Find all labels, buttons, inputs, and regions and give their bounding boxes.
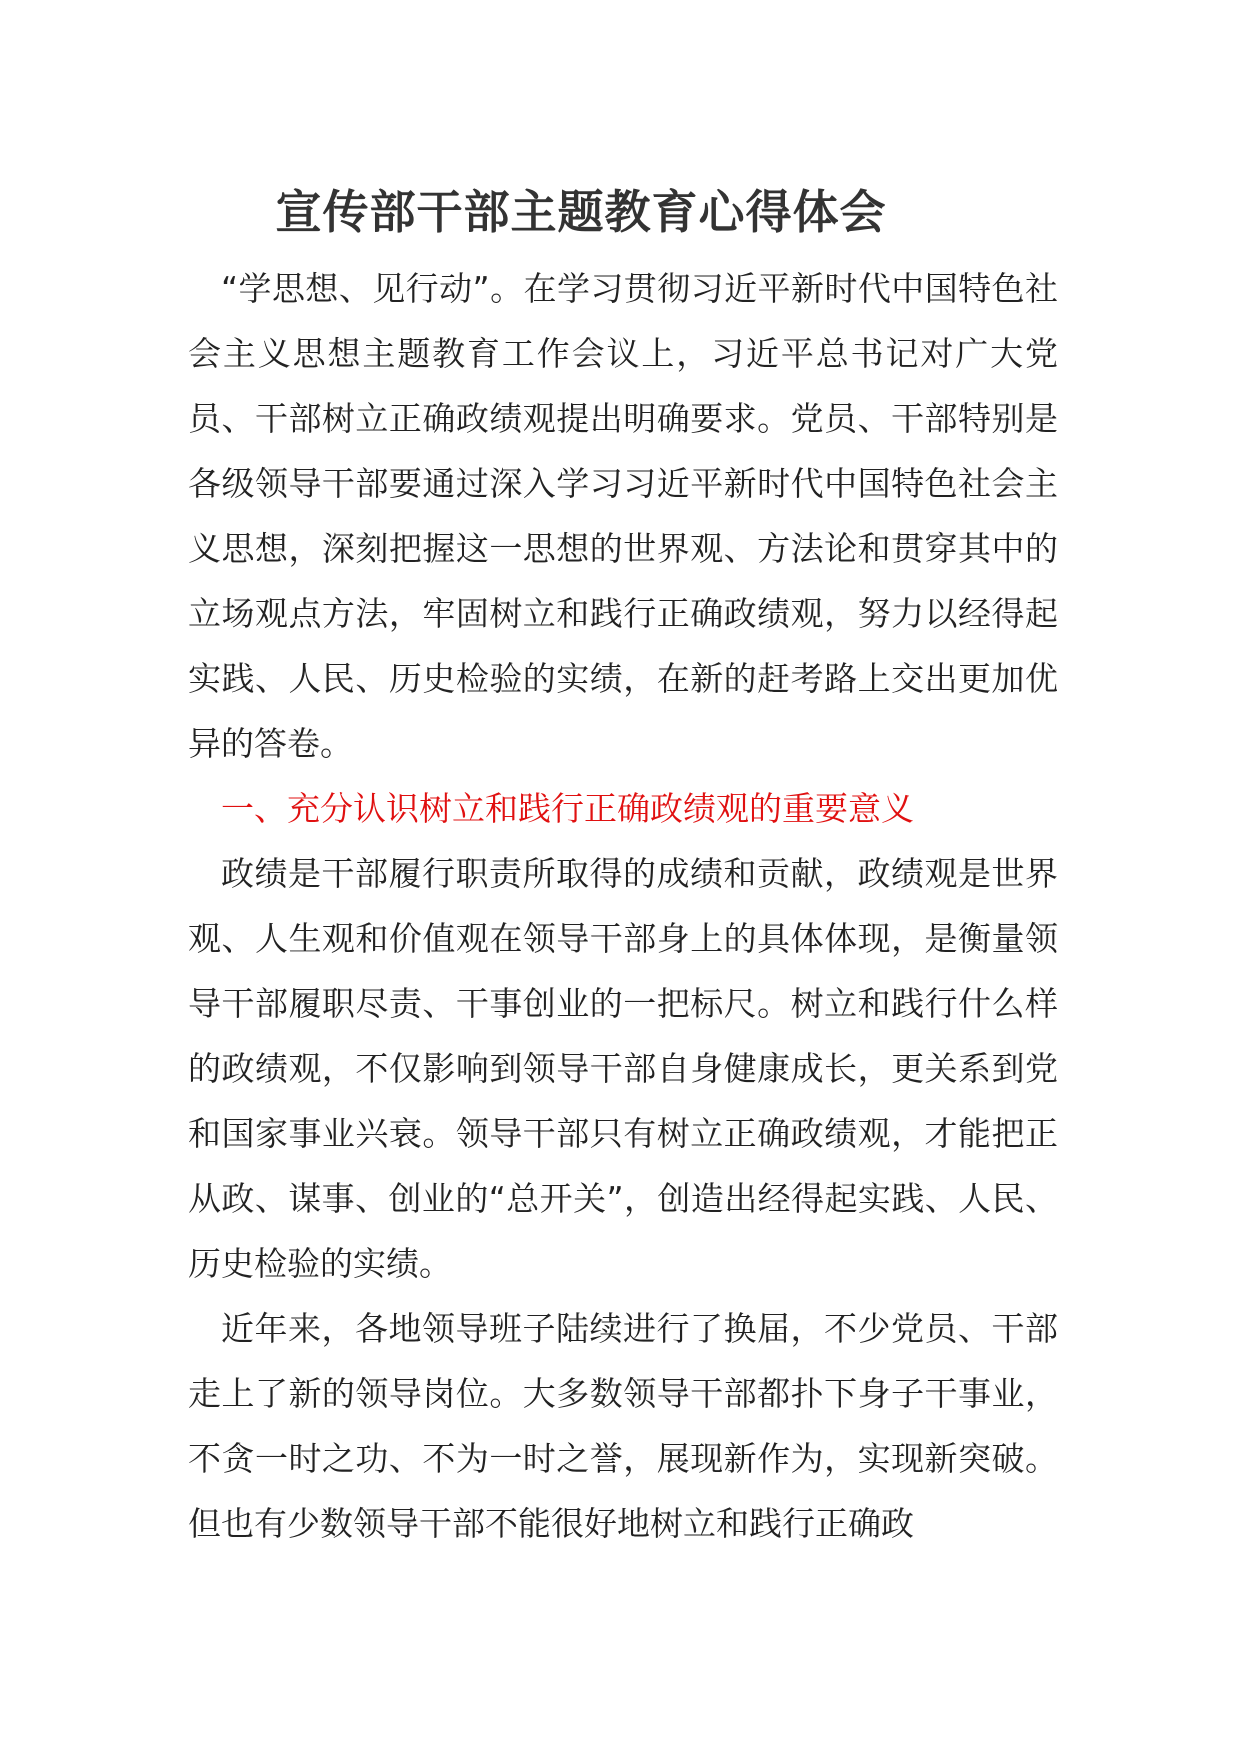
paragraph-achievements: 政绩是干部履行职责所取得的成绩和贡献，政绩观是世界观、人生观和价值观在领导干部身上的具体体现，是衡量领导干部履职尽责、干事创业的一把标尺。树立和践行什么样的政绩观，不仅影响到领导干部自身健康成长，更关系到党和国家事业兴衰。领导干部只有树立正确政绩观，才能把正从政、谋事、创业的“总开关”，创造出经得起实践、人民、历史检验的实绩。 <box>188 854 1058 1283</box>
section-heading-1: 一、充分认识树立和践行正确政绩观的重要意义 <box>221 789 914 828</box>
document-page <box>188 180 1058 1556</box>
paragraph-intro: “学思想、见行动”。在学习贯彻习近平新时代中国特色社会主义思想主题教育工作会议上，习近平总书记对广大党员、干部树立正确政绩观提出明确要求。党员、干部特别是各级领导干部要通过深入学习习近平新时代中国特色社会主义思想，深刻把握这一思想的世界观、方法论和贯穿其中的立场观点方法，牢固树立和践行正确政绩观，努力以经得起实践、人民、历史检验的实绩，在新的赶考路上交出更加优异的答卷。 <box>188 269 1058 763</box>
document-title: 宣传部干部主题教育心得体会 <box>275 185 887 239</box>
paragraph-recent-years: 近年来，各地领导班子陆续进行了换届，不少党员、干部走上了新的领导岗位。大多数领导干部都扑下身子干事业，不贪一时之功、不为一时之誉，展现新作为，实现新突破。但也有少数领导干部不能很好地树立和践行正确政 <box>188 1309 1058 1543</box>
